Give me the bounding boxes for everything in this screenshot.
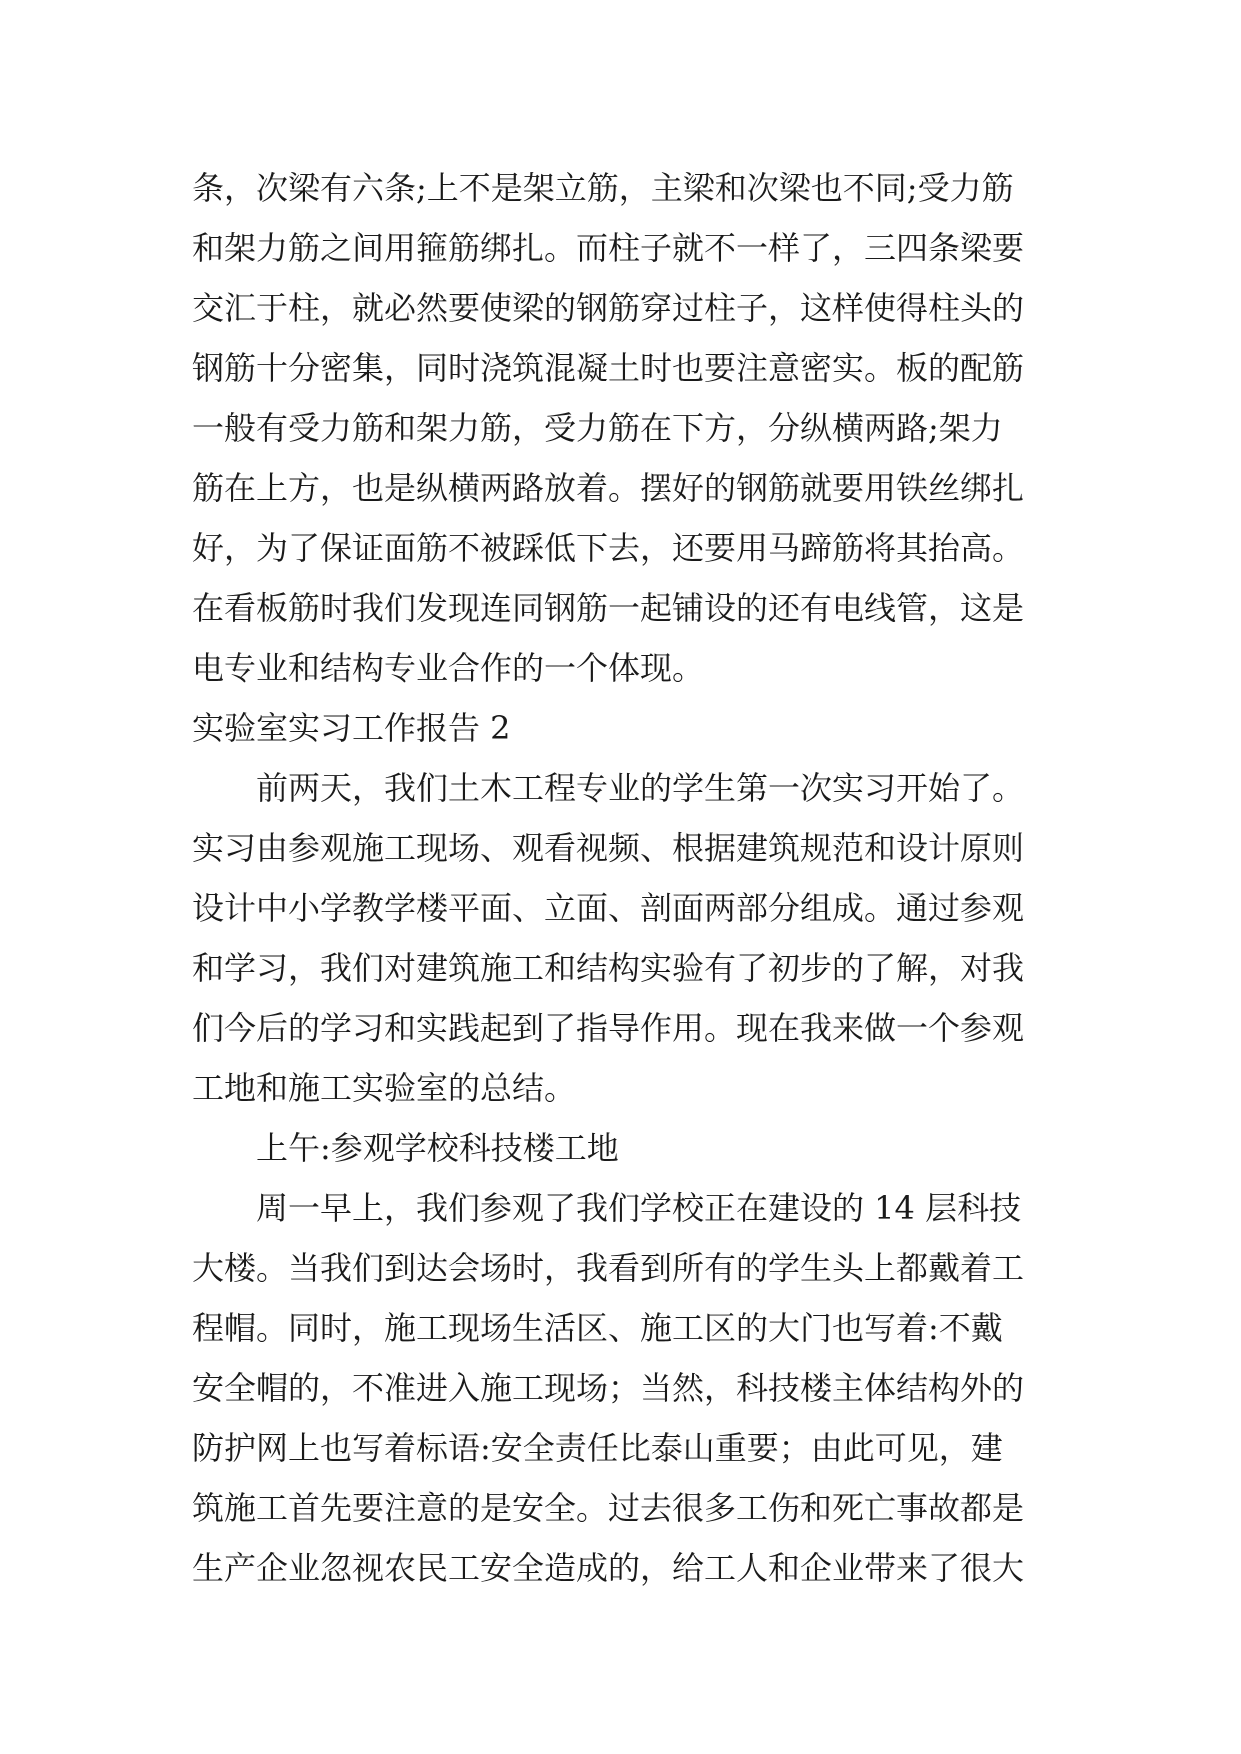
- text-line: 电专业和结构专业合作的一个体现。: [192, 649, 705, 687]
- body-text: [192, 158, 1072, 1598]
- text-line: 筋在上方，也是纵横两路放着。摆好的钢筋就要用铁丝绑扎: [192, 469, 1025, 507]
- section-heading: 实验室实习工作报告 2: [192, 709, 511, 747]
- text-line: 和学习，我们对建筑施工和结构实验有了初步的了解，对我: [192, 949, 1025, 987]
- text-line: 实习由参观施工现场、观看视频、根据建筑规范和设计原则: [192, 829, 1025, 867]
- text-line: 程帽。同时，施工现场生活区、施工区的大门也写着:不戴: [192, 1309, 1003, 1347]
- text-line: 生产企业忽视农民工安全造成的，给工人和企业带来了很大: [192, 1549, 1025, 1587]
- subheading: 上午:参观学校科技楼工地: [256, 1129, 619, 1167]
- text-line: 周一早上，我们参观了我们学校正在建设的 14 层科技: [256, 1189, 1022, 1227]
- text-line: 大楼。当我们到达会场时，我看到所有的学生头上都戴着工: [192, 1249, 1025, 1287]
- text-line: 钢筋十分密集，同时浇筑混凝土时也要注意密实。板的配筋: [192, 349, 1025, 387]
- text-line: 一般有受力筋和架力筋，受力筋在下方，分纵横两路;架力: [192, 409, 1003, 447]
- text-line: 好，为了保证面筋不被踩低下去，还要用马蹄筋将其抬高。: [192, 529, 1025, 567]
- text-line: 前两天，我们土木工程专业的学生第一次实习开始了。: [256, 769, 1025, 807]
- text-line: 们今后的学习和实践起到了指导作用。现在我来做一个参观: [192, 1009, 1025, 1047]
- text-line: 安全帽的，不准进入施工现场；当然，科技楼主体结构外的: [192, 1369, 1025, 1407]
- text-line: 防护网上也写着标语:安全责任比泰山重要；由此可见，建: [192, 1429, 1003, 1467]
- text-line: 交汇于柱，就必然要使梁的钢筋穿过柱子，这样使得柱头的: [192, 289, 1025, 327]
- text-line: 条，次梁有六条;上不是架立筋，主梁和次梁也不同;受力筋: [192, 169, 1014, 207]
- text-line: 设计中小学教学楼平面、立面、剖面两部分组成。通过参观: [192, 889, 1025, 927]
- text-line: 和架力筋之间用箍筋绑扎。而柱子就不一样了，三四条梁要: [192, 229, 1025, 267]
- text-line: 筑施工首先要注意的是安全。过去很多工伤和死亡事故都是: [192, 1489, 1025, 1527]
- text-line: 在看板筋时我们发现连同钢筋一起铺设的还有电线管，这是: [192, 589, 1025, 627]
- text-line: 工地和施工实验室的总结。: [192, 1069, 577, 1107]
